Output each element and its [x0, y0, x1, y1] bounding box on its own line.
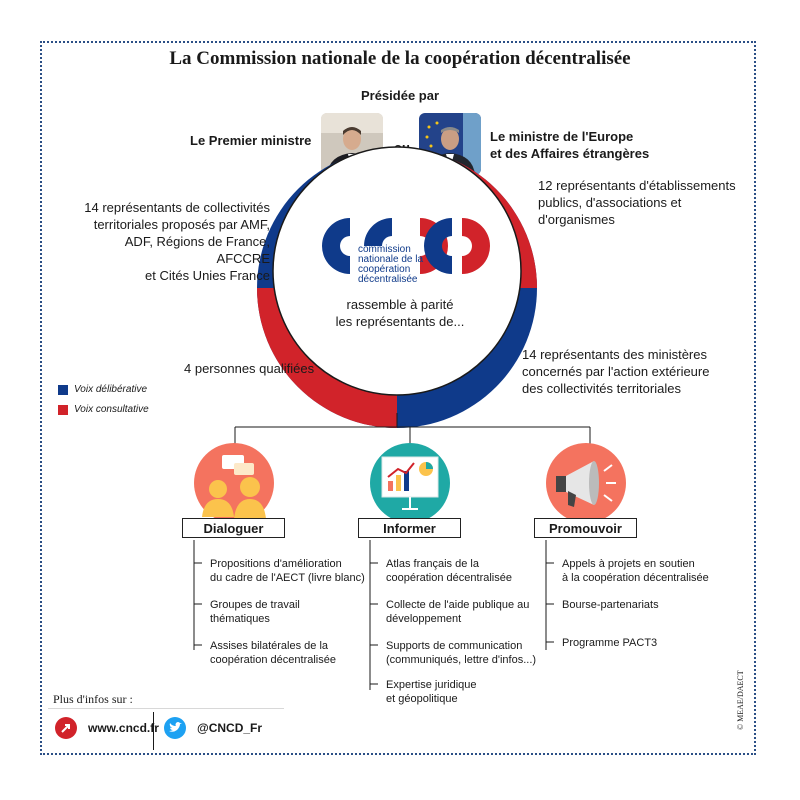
megaphone-icon	[546, 443, 626, 523]
mission-promouvoir: Promouvoir	[534, 518, 637, 538]
legend-deliberative: Voix délibérative	[58, 384, 149, 395]
credit: © MEAE/DAECT	[736, 670, 745, 730]
president-right-label: Le ministre de l'Europe et des Affaires étrangères	[490, 129, 650, 161]
group-personnes-qualifiees: 4 personnes qualifiées	[184, 361, 315, 376]
list-item: Appels à projets en soutien à la coopération décentralisée	[562, 558, 709, 584]
website-link[interactable]	[54, 716, 159, 740]
twitter-text: @CNCD_Fr	[197, 721, 263, 735]
list-item: Expertise juridique et géopolitique	[386, 679, 477, 705]
page-title: La Commission nationale de la coopération décentralisée	[169, 48, 631, 69]
legend-consultative: Voix consultative	[58, 404, 149, 415]
website-text: www.cncd.fr	[88, 721, 159, 735]
link-arrow-icon	[54, 716, 78, 740]
twitter-bird-icon	[163, 716, 187, 740]
president-left-label: Le Premier ministre	[190, 133, 312, 148]
list-item: Propositions d'amélioration du cadre de l'AECT (livre blanc)	[210, 558, 365, 584]
list-item: Programme PACT3	[562, 637, 658, 649]
group-collectivites: 14 représentants de collectivités territoriales proposés par AMF, ADF, Régions de France, AFCCRE et Cités Unies France	[84, 200, 270, 283]
mission-informer: Informer	[358, 518, 461, 538]
dialogue-icon	[194, 443, 274, 523]
group-etablissements: 12 représentants d'établissements publics, d'associations et d'organismes	[538, 178, 736, 227]
twitter-link[interactable]	[163, 716, 262, 740]
center-caption: rassemble à parité les représentants de...	[335, 297, 465, 329]
list-item: Collecte de l'aide publique au développement	[386, 599, 530, 625]
presentation-chart-icon	[370, 443, 450, 523]
list-item: Groupes de travail thématiques	[210, 599, 300, 625]
footer-label: Plus d'infos sur :	[53, 692, 133, 706]
list-item: Assises bilatérales de la coopération décentralisée	[210, 640, 336, 666]
list-item: Supports de communication (communiqués, lettre d'infos...)	[386, 640, 537, 666]
presidee-label: Présidée par	[360, 88, 440, 103]
logo-wordmark: commission nationale de la coopération décentralisée	[358, 244, 424, 285]
list-item: Bourse-partenariats	[562, 599, 659, 611]
mission-dialoguer: Dialoguer	[182, 518, 285, 538]
group-ministeres: 14 représentants des ministères concernés par l'action extérieure des collectivités territoriales	[522, 347, 710, 396]
list-item: Atlas français de la coopération décentralisée	[386, 558, 512, 584]
